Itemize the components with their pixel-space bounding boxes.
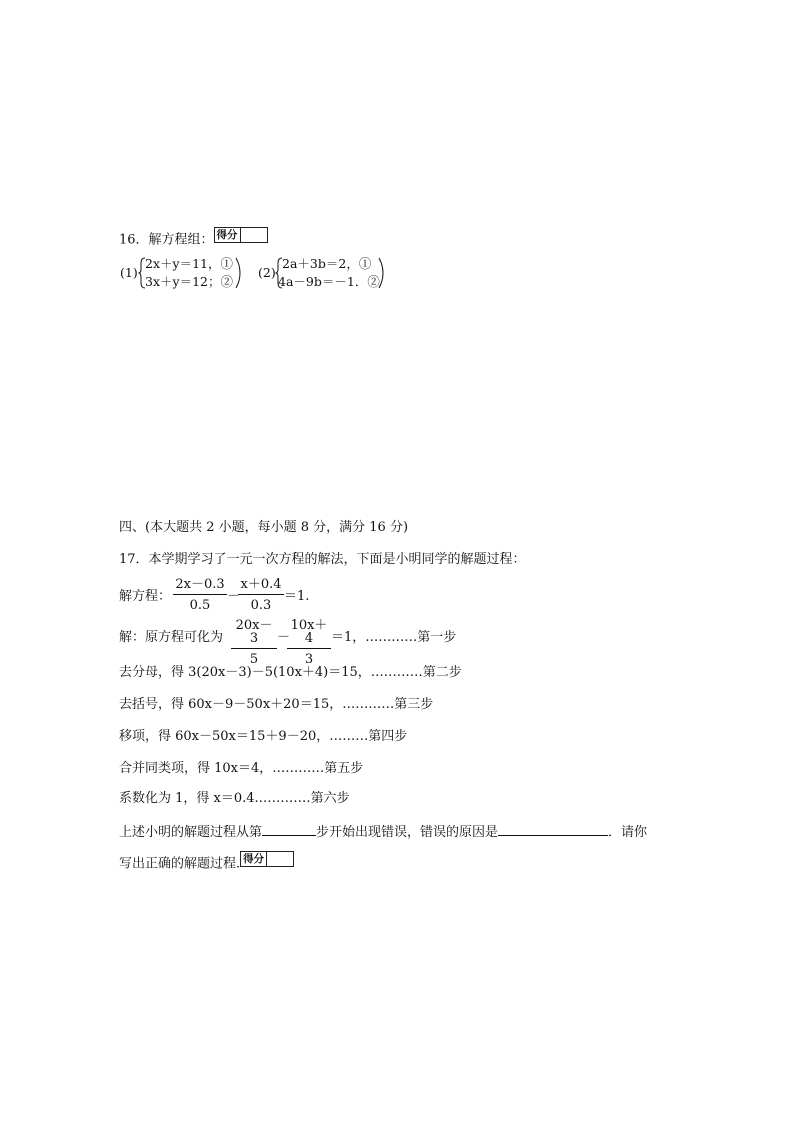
q16-score-label: 得分 (215, 228, 241, 242)
q17-step1-frac2-den: 3 (304, 652, 314, 667)
q17-eq-rhs: ＝1. (284, 589, 310, 604)
q16-heading (119, 229, 268, 248)
q17-frac1-num: 2x－0.3 (173, 578, 227, 595)
q17-step-blank[interactable] (262, 823, 316, 836)
q17-step1-suffix: ＝1，…………第一步 (331, 630, 457, 645)
q17-frac2-num: x＋0.4 (238, 578, 284, 595)
q16-sys1-label: (1) (120, 265, 138, 280)
q17-reason-blank[interactable] (498, 823, 608, 836)
q17-question-d: 写出正确的解题过程. (119, 856, 241, 872)
q17-step1-frac1 (231, 619, 277, 666)
q17-minus: － (227, 589, 241, 604)
q16-prefix: 16．解方程组： (119, 232, 214, 248)
q16-sys1-right-paren (235, 257, 241, 289)
section4-heading: 四、(本大题共 2 小题，每小题 8 分，满分 16 分) (119, 520, 409, 535)
q17-step3: 去括号，得 60x－9－50x＋20＝15，…………第三步 (119, 697, 434, 712)
q17-score-blank[interactable] (267, 852, 293, 866)
q16-sys1-eq2: 3x＋y＝12；② (145, 274, 233, 289)
q17-frac1 (173, 578, 227, 612)
q17-step1-frac2-num: 10x＋4 (287, 619, 331, 649)
q17-step1-frac1-den: 5 (249, 652, 259, 667)
q17-question-line (119, 823, 647, 839)
q17-step2: 去分母，得 3(20x－3)－5(10x＋4)＝15，…………第二步 (119, 665, 462, 680)
q17-step1-prefix: 解：原方程可化为 (119, 630, 224, 645)
q17-question-a: 上述小明的解题过程从第 (119, 825, 263, 840)
q17-step6: 系数化为 1，得 x＝0.4.…………第六步 (119, 791, 350, 806)
q16-sys2-label: (2) (258, 265, 276, 280)
q17-step1-frac2 (287, 619, 331, 666)
q17-score-box (240, 851, 294, 867)
q17-intro: 17．本学期学习了一元一次方程的解法，下面是小明同学的解题过程： (119, 552, 526, 567)
q17-frac1-den: 0.5 (189, 598, 211, 613)
q17-step1-frac1-num: 20x－3 (231, 619, 277, 649)
q17-frac2 (238, 578, 284, 612)
q17-step5: 合并同类项，得 10x＝4，…………第五步 (119, 761, 364, 776)
q17-question-c: ．请你 (608, 825, 648, 840)
q17-question-b: 步开始出现错误，错误的原因是 (316, 825, 499, 840)
q17-solve-label: 解方程： (119, 589, 172, 604)
q17-step1-minus: － (277, 630, 291, 645)
q16-sys2-eq1: 2a＋3b＝2，① (282, 256, 372, 271)
q17-step4: 移项，得 60x－50x＝15＋9－20，………第四步 (119, 729, 408, 744)
q16-sys2-right-paren (378, 257, 384, 289)
q17-frac2-den: 0.3 (250, 598, 272, 613)
q17-question-line-2 (119, 853, 294, 872)
q17-score-label: 得分 (241, 852, 267, 866)
q16-score-box (214, 227, 268, 243)
q16-sys1-eq1: 2x＋y＝11，① (145, 256, 233, 271)
q16-sys2-eq2: 4a－9b＝－1．② (278, 274, 380, 289)
q16-score-blank[interactable] (241, 228, 267, 242)
